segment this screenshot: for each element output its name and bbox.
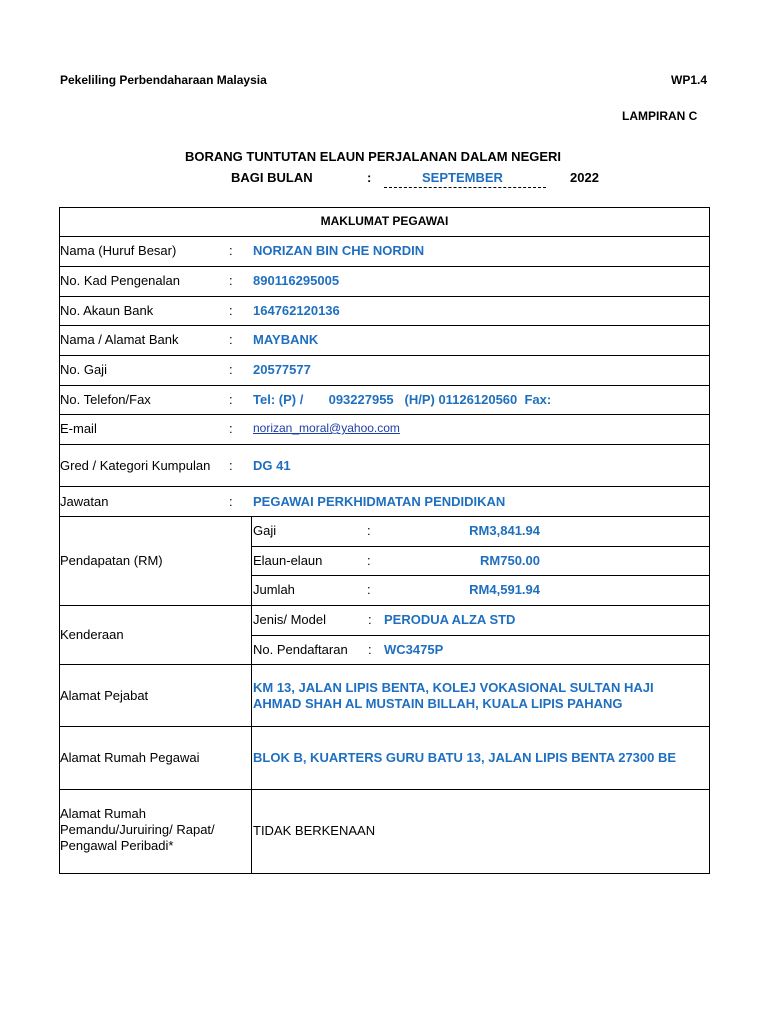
section-title: MAKLUMAT PEGAWAI xyxy=(320,214,449,228)
phone-value: Tel: (P) / 093227955 (H/P) 01126120560 Fax: xyxy=(253,392,552,407)
position-colon: : xyxy=(229,494,233,509)
form-code: WP1.4 xyxy=(671,73,708,87)
grade-colon: : xyxy=(229,458,233,473)
income-allowance-label: Elaun-elaun xyxy=(253,553,323,568)
office-address-label: Alamat Pejabat xyxy=(60,688,149,703)
email-label: E-mail xyxy=(60,421,97,436)
month-colon: : xyxy=(367,170,372,185)
ic-colon: : xyxy=(229,273,233,288)
name-value: NORIZAN BIN CHE NORDIN xyxy=(253,243,425,258)
vehicle-label: Kenderaan xyxy=(60,627,124,642)
office-address-line1: KM 13, JALAN LIPIS BENTA, KOLEJ VOKASIONAL SULTAN HAJI xyxy=(253,680,654,695)
month-underline xyxy=(384,187,546,188)
income-salary-colon: : xyxy=(367,523,371,538)
income-label: Pendapatan (RM) xyxy=(60,553,163,568)
bank-account-value: 164762120136 xyxy=(253,303,340,318)
bank-account-colon: : xyxy=(229,303,233,318)
vehicle-model-label: Jenis/ Model xyxy=(253,612,326,627)
driver-address-value: TIDAK BERKENAAN xyxy=(253,823,376,838)
name-colon: : xyxy=(229,243,233,258)
driver-address-label-line1: Alamat Rumah xyxy=(60,806,146,821)
vehicle-model-colon: : xyxy=(368,612,372,627)
income-total-label: Jumlah xyxy=(253,582,295,597)
bank-account-label: No. Akaun Bank xyxy=(60,303,154,318)
position-label: Jawatan xyxy=(60,494,109,509)
income-allowance-value: RM750.00 xyxy=(480,553,540,568)
vehicle-reg-label: No. Pendaftaran xyxy=(253,642,348,657)
driver-address-label-line2: Pemandu/Juruiring/ Rapat/ xyxy=(60,822,215,837)
phone-colon: : xyxy=(229,392,233,407)
driver-address-label-line3: Pengawal Peribadi* xyxy=(60,838,174,853)
salary-no-value: 20577577 xyxy=(253,362,311,377)
email-colon: : xyxy=(229,421,233,436)
month-value: SEPTEMBER xyxy=(422,170,503,185)
month-label: BAGI BULAN xyxy=(231,170,313,185)
vehicle-model-value: PERODUA ALZA STD xyxy=(384,612,516,627)
income-total-colon: : xyxy=(367,582,371,597)
bank-name-value: MAYBANK xyxy=(253,332,319,347)
appendix-label: LAMPIRAN C xyxy=(622,109,698,123)
bank-name-colon: : xyxy=(229,332,233,347)
income-total-value: RM4,591.94 xyxy=(469,582,540,597)
vehicle-reg-colon: : xyxy=(368,642,372,657)
publication-title: Pekeliling Perbendaharaan Malaysia xyxy=(60,73,267,87)
grade-value: DG 41 xyxy=(253,458,291,473)
form-title: BORANG TUNTUTAN ELAUN PERJALANAN DALAM NEGERI xyxy=(185,149,562,164)
office-address-line2: AHMAD SHAH AL MUSTAIN BILLAH, KUALA LIPIS PAHANG xyxy=(253,696,623,711)
home-address-label: Alamat Rumah Pegawai xyxy=(60,750,200,765)
email-link[interactable]: norizan_moral@yahoo.com xyxy=(253,421,400,435)
name-label: Nama (Huruf Besar) xyxy=(60,243,177,258)
bank-name-label: Nama / Alamat Bank xyxy=(60,332,179,347)
income-salary-label: Gaji xyxy=(253,523,277,538)
grade-label: Gred / Kategori Kumpulan xyxy=(60,458,211,473)
salary-no-label: No. Gaji xyxy=(60,362,107,377)
salary-no-colon: : xyxy=(229,362,233,377)
ic-value: 890116295005 xyxy=(253,273,340,288)
income-allowance-colon: : xyxy=(367,553,371,568)
income-salary-value: RM3,841.94 xyxy=(469,523,540,538)
vehicle-reg-value: WC3475P xyxy=(384,642,444,657)
year-value: 2022 xyxy=(570,170,599,185)
ic-label: No. Kad Pengenalan xyxy=(60,273,180,288)
phone-label: No. Telefon/Fax xyxy=(60,392,151,407)
home-address-value: BLOK B, KUARTERS GURU BATU 13, JALAN LIPIS BENTA 27300 BE xyxy=(253,750,677,765)
position-value: PEGAWAI PERKHIDMATAN PENDIDIKAN xyxy=(253,494,506,509)
